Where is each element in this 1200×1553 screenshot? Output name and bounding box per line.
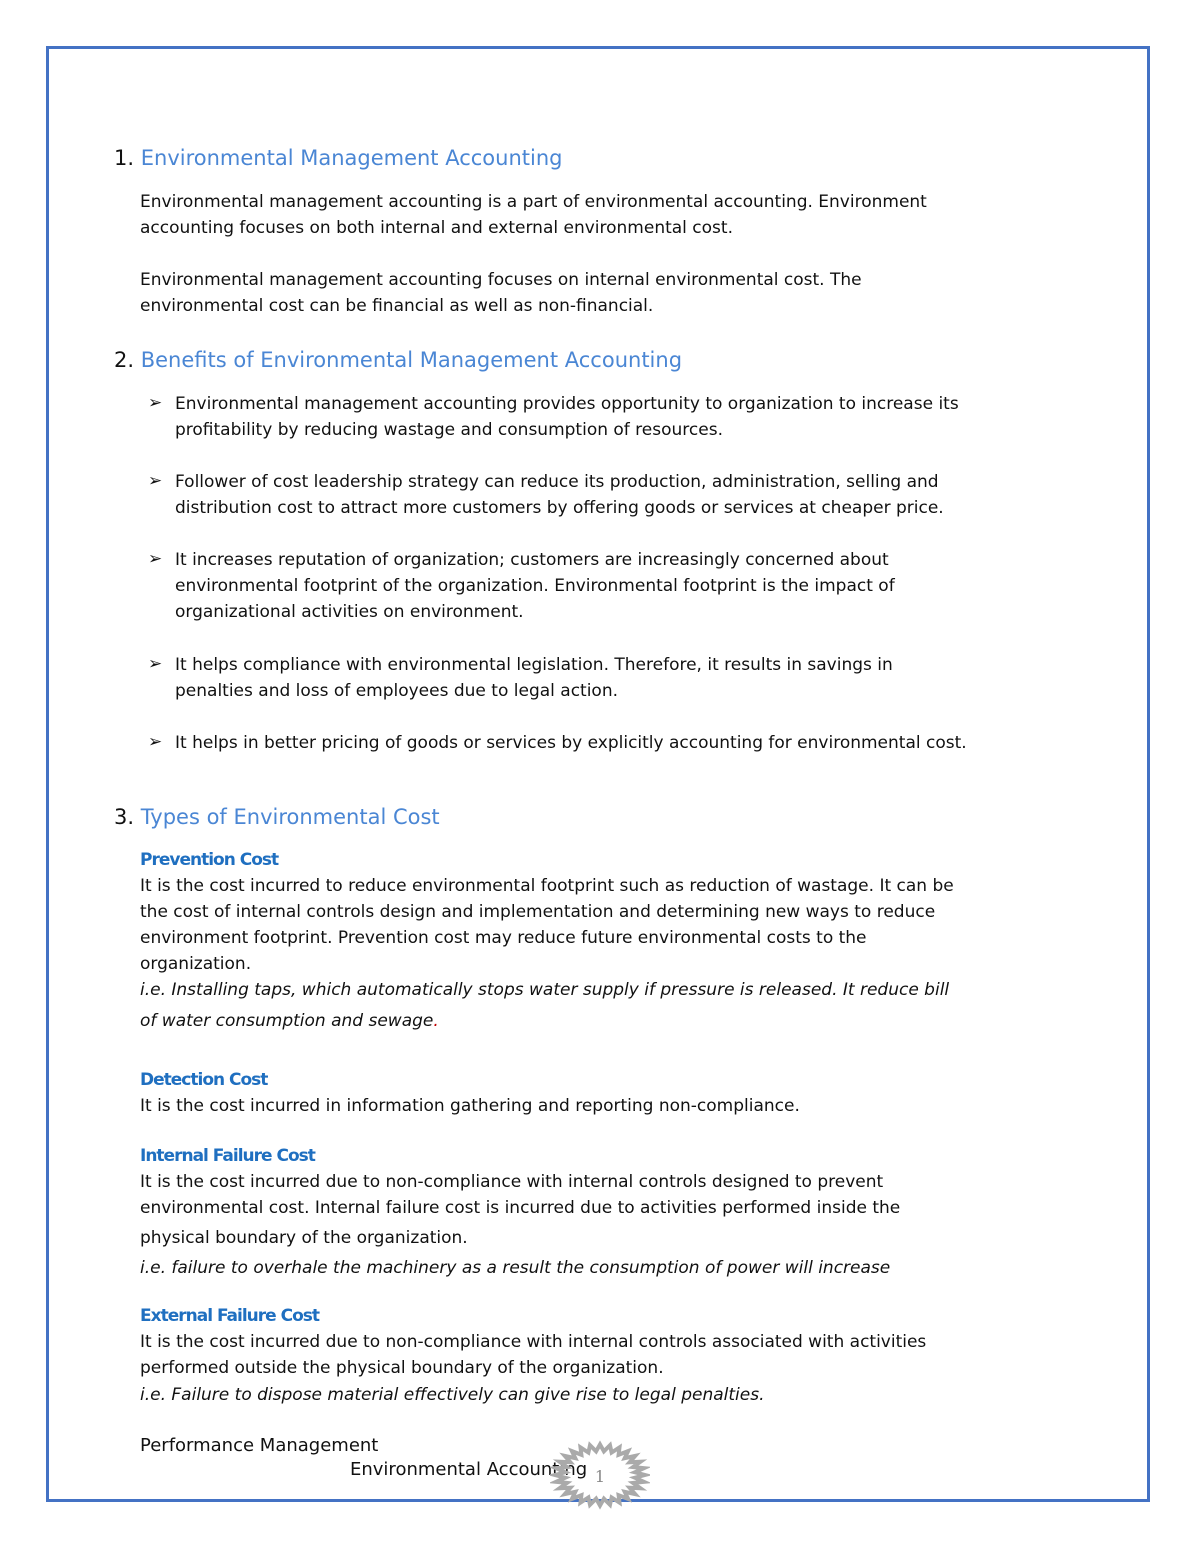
- bullet-line: distribution cost to attract more customers by offering goods or services at cheaper price.: [175, 498, 944, 518]
- cost-type-heading: Detection Cost: [140, 1070, 268, 1090]
- cost-example-line: [140, 1258, 890, 1278]
- example-text: of water consumption and sewage: [140, 1011, 434, 1031]
- cost-example-line: [140, 1011, 439, 1031]
- cost-description-line: physical boundary of the organization.: [140, 1228, 468, 1248]
- bullet-line: Environmental management accounting provides opportunity to organization to increase its: [175, 394, 959, 414]
- section-heading: [114, 805, 440, 829]
- bullet-line: organizational activities on environment.: [175, 602, 524, 622]
- paragraph-line: Environmental management accounting focuses on internal environmental cost. The: [140, 270, 862, 290]
- section-number: 2.: [114, 348, 135, 372]
- section-number: 3.: [114, 805, 135, 829]
- section-title: Environmental Management Accounting: [140, 146, 563, 170]
- page-border: [46, 46, 1150, 1502]
- paragraph-line: accounting focuses on both internal and external environmental cost.: [140, 218, 733, 238]
- cost-description-line: It is the cost incurred due to non-compliance with internal controls designed to prevent: [140, 1172, 884, 1192]
- cost-description-line: It is the cost incurred to reduce environmental footprint such as reduction of wastage. It can be: [140, 876, 954, 896]
- footer-left: Performance Management: [140, 1435, 379, 1456]
- page-number: 1: [594, 1467, 606, 1486]
- bullet-line: profitability by reducing wastage and consumption of resources.: [175, 420, 723, 440]
- bullet-line: penalties and loss of employees due to legal action.: [175, 681, 619, 701]
- cost-type-heading: Prevention Cost: [140, 850, 279, 870]
- page-number-seal-icon: [550, 1440, 650, 1510]
- section-heading: [114, 146, 562, 170]
- cost-type-heading: External Failure Cost: [140, 1306, 320, 1326]
- cost-example-line: [140, 980, 949, 1000]
- section-heading: [114, 348, 682, 372]
- paragraph-line: environmental cost can be financial as well as non-financial.: [140, 296, 654, 316]
- bullet-line: It increases reputation of organization; customers are increasingly concerned about: [175, 550, 889, 570]
- cost-description-line: environment footprint. Prevention cost may reduce future environmental costs to the: [140, 928, 867, 948]
- cost-description-line: performed outside the physical boundary of the organization.: [140, 1358, 664, 1378]
- example-text: i.e. Installing taps, which automatically stops water supply if pressure is released. It reduce bill: [140, 980, 950, 1000]
- footer-right: Environmental Accounting: [350, 1459, 588, 1480]
- cost-description-line: It is the cost incurred in information gathering and reporting non-compliance.: [140, 1096, 800, 1116]
- arrow-bullet-icon: ➢: [148, 654, 163, 674]
- arrow-bullet-icon: ➢: [148, 393, 163, 413]
- cost-example-line: [140, 1385, 764, 1405]
- cost-description-line: environmental cost. Internal failure cost is incurred due to activities performed inside the: [140, 1198, 901, 1218]
- example-end-mark: .: [433, 1011, 439, 1031]
- section-title: Benefits of Environmental Management Accounting: [140, 348, 683, 372]
- section-title: Types of Environmental Cost: [140, 805, 440, 829]
- cost-type-heading: Internal Failure Cost: [140, 1146, 315, 1166]
- arrow-bullet-icon: ➢: [148, 549, 163, 569]
- example-text: i.e. failure to overhale the machinery as a result the consumption of power will increase: [140, 1258, 891, 1278]
- section-number: 1.: [114, 146, 135, 170]
- arrow-bullet-icon: ➢: [148, 471, 163, 491]
- cost-description-line: It is the cost incurred due to non-compliance with internal controls associated with activities: [140, 1332, 927, 1352]
- cost-description-line: the cost of internal controls design and implementation and determining new ways to reduce: [140, 902, 936, 922]
- bullet-line: Follower of cost leadership strategy can reduce its production, administration, selling and: [175, 472, 939, 492]
- example-text: i.e. Failure to dispose material effectively can give rise to legal penalties.: [140, 1385, 765, 1405]
- bullet-line: It helps in better pricing of goods or services by explicitly accounting for environmental cost.: [175, 733, 967, 753]
- paragraph-line: Environmental management accounting is a part of environmental accounting. Environment: [140, 192, 927, 212]
- bullet-line: It helps compliance with environmental legislation. Therefore, it results in savings in: [175, 655, 893, 675]
- arrow-bullet-icon: ➢: [148, 732, 163, 752]
- cost-description-line: organization.: [140, 954, 252, 974]
- bullet-line: environmental footprint of the organization. Environmental footprint is the impact of: [175, 576, 895, 596]
